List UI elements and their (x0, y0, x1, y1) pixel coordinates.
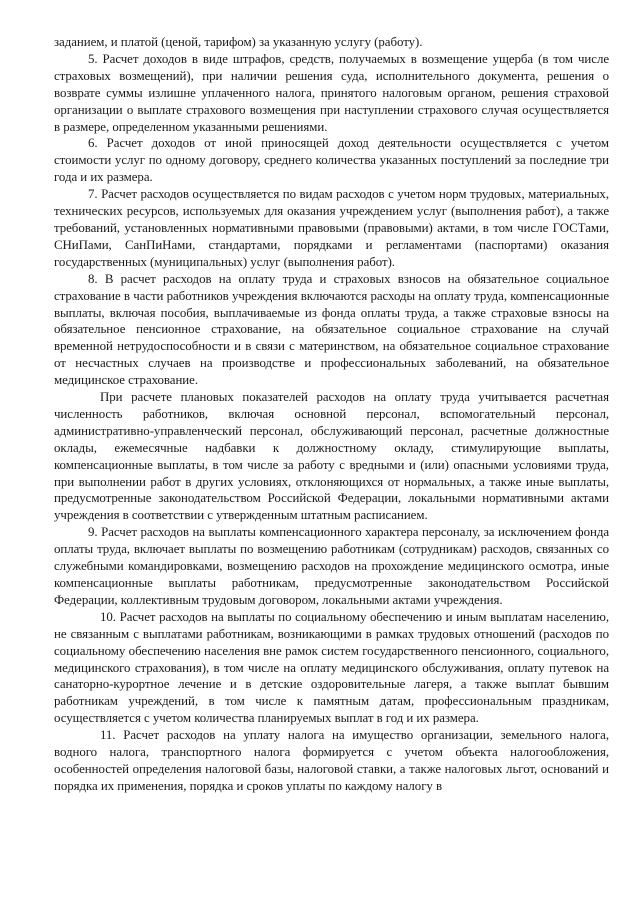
paragraph-payroll-planning: При расчете плановых показателей расходов на оплату труда учитывается расчетная численность работников, включая основной персонал, вспомогательный персонал, административно-управленческий персонал, обслуживающий персонал, расчетные должностные оклады, ежемесячные надбавки к должностному окладу, стимулирующие выплаты, компенсационные выплаты, в том числе за работу с вредными и (или) опасными условиями труда, при выполнении работ в других условиях, отклоняющихся от нормальных, а также иные выплаты, предусмотренные законодательством Российской Федерации, локальными нормативными актами учреждения в соответствии с утвержденным штатным расписанием. (54, 390, 609, 523)
paragraph-item-8: 8. В расчет расходов на оплату труда и страховых взносов на обязательное социальное страхование в части работников учреждения включаются расходы на оплату труда, компенсационные выплаты, включая пособия, выплачиваемые из фонда оплаты труда, а также страховые взносы на обязательное пенсионное страхование, на обязательное социальное страхование на случай временной нетрудоспособности и в связи с материнством, на обязательное социальное страхование от несчастных случаев на производстве и профессиональных заболеваний, на обязательное медицинское страхование. (54, 271, 609, 388)
paragraph-item-6: 6. Расчет доходов от иной приносящей доход деятельности осуществляется с учетом стоимости услуг по одному договору, среднего количества указанных поступлений за последние три года и их размера. (54, 136, 609, 185)
paragraph-item-9: 9. Расчет расходов на выплаты компенсационного характера персоналу, за исключением фонда оплаты труда, включает выплаты по возмещению работникам (сотрудникам) расходов, связанных со служебными командировками, возмещению расходов на прохождение медицинского осмотра, иные компенсационные выплаты работникам, предусмотренные законодательством Российской Федерации, коллективным трудовым договором, локальными актами учреждения. (54, 525, 609, 607)
paragraph-item-5: 5. Расчет доходов в виде штрафов, средств, получаемых в возмещение ущерба (в том числе страховых возмещений), при наличии решения суда, исполнительного документа, решения о возврате суммы излишне уплаченного налога, принятого налоговым органом, решения страховой организации о выплате страхового возмещения при наступлении страхового случая осуществляется в размере, определенном указанными решениями. (54, 51, 609, 134)
paragraph-item-7: 7. Расчет расходов осуществляется по видам расходов с учетом норм трудовых, материальных, технических ресурсов, используемых для оказания учреждением услуг (выполнения работ), а также требований, установленных нормативными правовыми (правовыми) актами, в том числе ГОСТами, СНиПами, СанПиНами, стандартами, порядками и регламентами (паспортами) оказания государственных (муниципальных) услуг (выполнения работ). (54, 187, 609, 269)
paragraph-item-11: 11. Расчет расходов на уплату налога на имущество организации, земельного налога, водного налога, транспортного налога формируется с учетом объекта налогообложения, особенностей определения налоговой базы, налоговой ставки, а также налоговых льгот, оснований и порядка их применения, порядка и сроков уплаты по каждому налогу в (54, 728, 609, 793)
paragraph-continuation: заданием, и платой (ценой, тарифом) за указанную услугу (работу). (54, 35, 423, 49)
paragraph-item-10: 10. Расчет расходов на выплаты по социальному обеспечению и иным выплатам населению, не связанным с выплатами работникам, возникающими в рамках трудовых отношений (расходов по социальному обеспечению населения вне рамок систем государственного пенсионного, социального, медицинского страхования), в том числе на оплату медицинского обслуживания, оплату путевок на санаторно-курортное лечение и в детские оздоровительные лагеря, а также выплат бывшим работникам учреждений, в том числе к памятным датам, профессиональным праздникам, осуществляется с учетом количества планируемых выплат в год и их размера. (54, 609, 609, 726)
